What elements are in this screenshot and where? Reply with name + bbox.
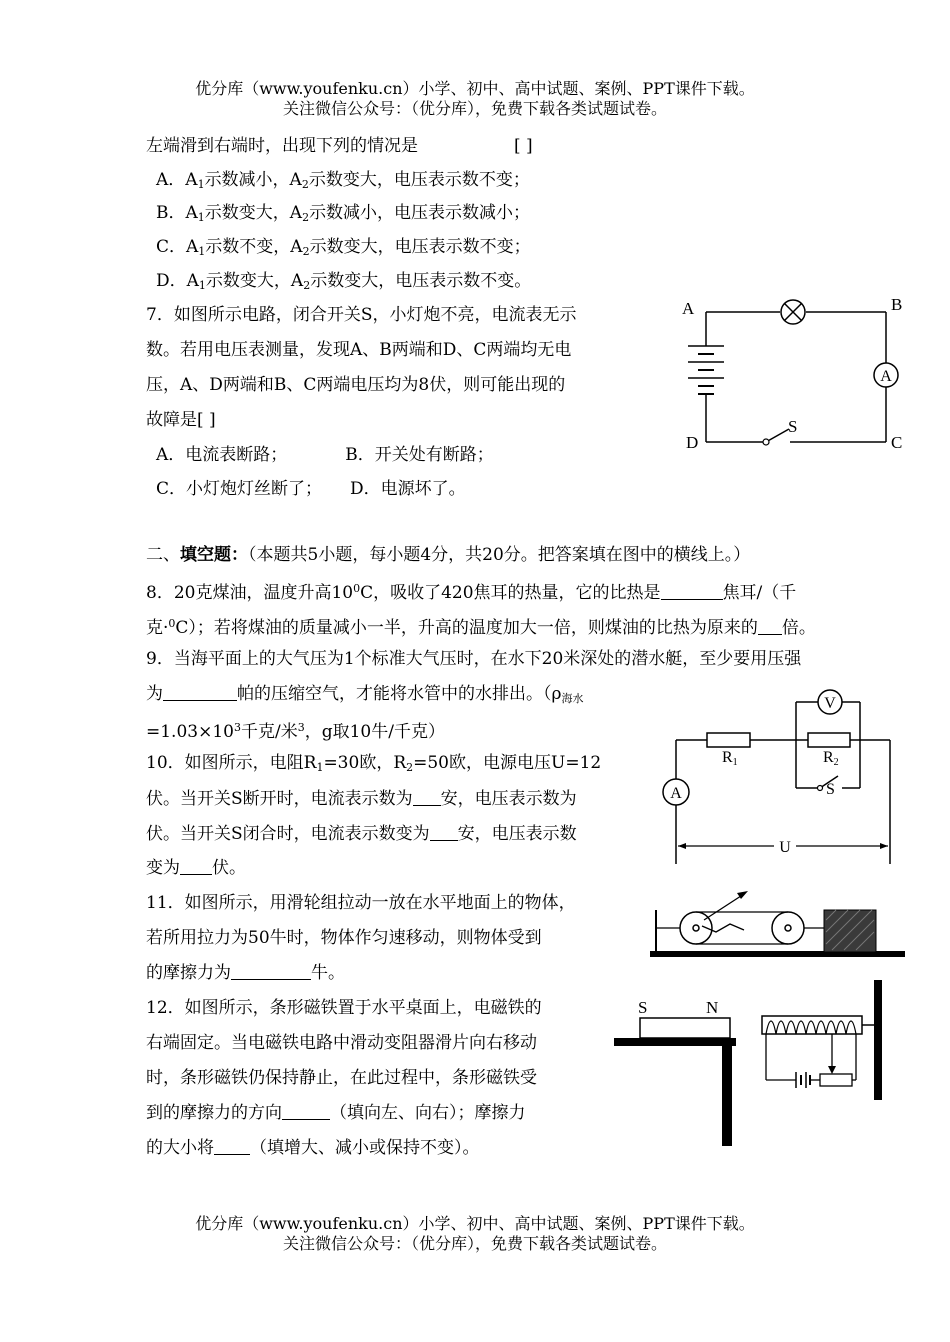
ammeter-icon bbox=[874, 363, 898, 387]
wall bbox=[874, 980, 882, 1100]
q11-line-3: 的摩擦力为 牛。 bbox=[146, 963, 345, 983]
rheostat bbox=[820, 1074, 852, 1086]
object-block bbox=[824, 910, 876, 952]
voltmeter-label: V bbox=[824, 695, 836, 712]
header-line-1: 优分库（www.youfenku.cn）小学、初中、高中试题、案例、PPT课件下载。 bbox=[195, 79, 755, 98]
q7-line-1: 7．如图所示电路，闭合开关S，小灯炮不亮，电流表无示 bbox=[146, 305, 577, 325]
q12-line-3: 时，条形磁铁仍保持静止，在此过程中，条形磁铁受 bbox=[146, 1068, 537, 1088]
q8-line-1: 8．20克煤油，温度升高$10^0C$，吸收了420焦耳的热量，它的比热是 焦耳/（千 bbox=[146, 582, 797, 603]
q7-line-3: 压，A、D两端和B、C两端电压均为8伏，则可能出现的 bbox=[146, 375, 566, 395]
ammeter-label: A bbox=[670, 785, 682, 802]
section-2-heading: 二、填空题：（本题共5小题，每小题4分，共20分。把答案填在图中的横线上。） bbox=[146, 545, 751, 565]
switch-label: S bbox=[788, 417, 798, 436]
q7-line-4: 故障是[ ] bbox=[146, 410, 216, 430]
ammeter-label: A bbox=[880, 368, 892, 385]
node-b-label: B bbox=[891, 295, 903, 314]
bar-magnet bbox=[640, 1018, 730, 1038]
r2-label: R2 bbox=[823, 749, 839, 768]
q12-line-4: 到的摩擦力的方向 （填向左、向右）；摩擦力 bbox=[146, 1103, 526, 1123]
q7-circuit-diagram bbox=[672, 290, 912, 460]
switch-icon bbox=[818, 786, 823, 791]
switch-label: S bbox=[826, 781, 835, 798]
table-leg bbox=[722, 1038, 732, 1146]
voltmeter-icon bbox=[818, 690, 842, 714]
q9-line-2: 为 帕的压缩空气，才能将水管中的水排出。（$\rho_{海水}$ bbox=[146, 684, 584, 705]
q6-stem: 左端滑到右端时，出现下列的情况是 [ ] bbox=[146, 136, 533, 156]
q12-line-2: 右端固定。当电磁铁电路中滑动变阻器滑片向右移动 bbox=[146, 1033, 537, 1053]
magnet-s-label: S bbox=[638, 998, 648, 1017]
r1-resistor bbox=[707, 733, 750, 747]
pulley-right-icon bbox=[772, 912, 804, 944]
node-a-label: A bbox=[682, 299, 695, 318]
q8-line-2: 克·$^0$C）；若将煤油的质量减小一半，升高的温度加大一倍，则煤油的比热为原来的 倍。 bbox=[146, 617, 816, 638]
ammeter-icon bbox=[663, 779, 689, 805]
voltage-u-label: U bbox=[779, 839, 791, 856]
footer-line-2: 关注微信公众号：（优分库），免费下载各类试题试卷。 bbox=[282, 1234, 667, 1253]
q7-line-2: 数。若用电压表测量，发现A、B两端和D、C两端均无电 bbox=[146, 340, 572, 360]
q12-electromagnet-diagram bbox=[610, 970, 900, 1160]
q7-options-cd: C．小灯炮灯丝断了； D．电源坏了。 bbox=[156, 479, 466, 499]
node-c-label: C bbox=[891, 433, 903, 452]
header-line-2: 关注微信公众号：（优分库），免费下载各类试题试卷。 bbox=[282, 99, 667, 118]
q10-line-3: 伏。当开关S闭合时，电流表示数变为 安，电压表示数 bbox=[146, 824, 577, 844]
q6-option-a: A．$A_1$示数减小，$A_2$示数变大，电压表示数不变； bbox=[156, 170, 530, 191]
battery-icon bbox=[688, 346, 724, 394]
slider-arrow-icon bbox=[828, 1066, 836, 1074]
q9-line-3: $=1.03\times 10^3$千克/米$^3$，g取10牛/千克） bbox=[146, 721, 445, 742]
r1-label: R1 bbox=[722, 749, 738, 768]
q11-line-2: 若所用拉力为50牛时，物体作匀速移动，则物体受到 bbox=[146, 928, 542, 948]
q11-pulley-diagram bbox=[620, 880, 910, 962]
switch-icon bbox=[763, 439, 769, 445]
lamp-icon bbox=[781, 300, 805, 324]
q10-line-1: 10．如图所示，电阻$R_1=30$欧，$R_2=50$欧，电源电压U=12 bbox=[146, 753, 602, 774]
r2-resistor bbox=[808, 733, 850, 747]
q9-line-1: 9．当海平面上的大气压为1个标准大气压时，在水下20米深处的潜水艇，至少要用压强 bbox=[146, 649, 802, 669]
q6-option-c: C．$A_1$示数不变，$A_2$示数变大，电压表示数不变； bbox=[156, 237, 531, 258]
q10-circuit-diagram bbox=[656, 684, 906, 870]
battery-icon bbox=[796, 1072, 810, 1088]
footer-line-1: 优分库（www.youfenku.cn）小学、初中、高中试题、案例、PPT课件下载。 bbox=[195, 1214, 755, 1233]
q7-options-ab: A．电流表断路； B．开关处有断路； bbox=[156, 445, 494, 465]
q11-line-1: 11．如图所示，用滑轮组拉动一放在水平地面上的物体， bbox=[146, 893, 576, 913]
q6-option-b: B．$A_1$示数变大，$A_2$示数减小，电压表示数减小； bbox=[156, 203, 531, 224]
q12-line-5: 的大小将 （填增大、减小或保持不变）。 bbox=[146, 1138, 480, 1158]
q10-line-4: 变为 伏。 bbox=[146, 858, 246, 878]
q6-option-d: D．$A_1$示数变大，$A_2$示数变大，电压表示数不变。 bbox=[156, 271, 532, 292]
q10-line-2: 伏。当开关S断开时，电流表示数为 安，电压表示数为 bbox=[146, 789, 577, 809]
table-top bbox=[614, 1038, 736, 1046]
magnet-n-label: N bbox=[706, 998, 719, 1017]
q12-line-1: 12．如图所示，条形磁铁置于水平桌面上，电磁铁的 bbox=[146, 998, 542, 1018]
node-d-label: D bbox=[686, 433, 699, 452]
